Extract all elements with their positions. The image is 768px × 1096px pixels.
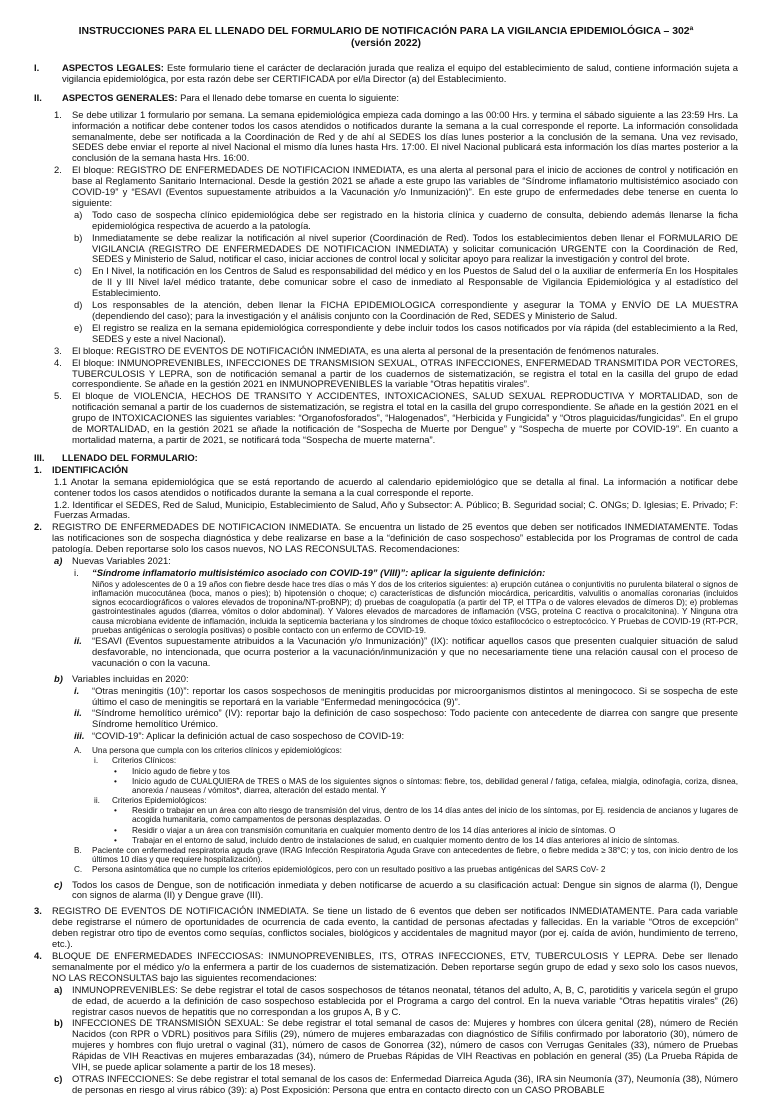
list-item-text: El bloque: REGISTRO DE EVENTOS DE NOTIFICACIÓN INMEDIATA, es una alerta al personal de la presentación de fenómenos naturales. bbox=[72, 344, 659, 356]
general-list bbox=[54, 110, 738, 446]
sub-item-text: Los responsables de la atención, deben llenar la FICHA EPIDEMIOLOGICA correspondiente y asegurar la TOMA y ENVÍO DE LA MUESTRA (dependiendo del caso); para la investigación y el análisis conjunto con la Coordinación de Red, SEDES y Ministerio de Salud. bbox=[92, 299, 738, 321]
sub-item: b) Variables incluidas en 2020: bbox=[54, 674, 738, 685]
sub-item-text: 1.2. Identificar el SEDES, Red de Salud, Municipio, Establecimiento de Salud, Año y Subsector: A. Público; B. Seguridad social; C. ONGs; D. Iglesias; E. Privado; F: Fuerzas Armadas. bbox=[54, 498, 738, 521]
sub-item-text: El registro se realiza en la semana epidemiológica correspondiente y debe incluir todos los casos notificados por vía rápida (del establecimiento a la Red, SEDES y este a nivel Nacional). bbox=[92, 321, 738, 344]
sub-sub-item: iii. “COVID-19”: Aplicar la definición actual de caso sospechoso de COVID-19: bbox=[74, 731, 738, 742]
sub-item-text: Nuevas Variables 2021: bbox=[72, 555, 171, 567]
clinical-criterion: Inicio agudo de fiebre y tos bbox=[132, 766, 230, 776]
list-item: 1. Se debe utilizar 1 formulario por semana. La semana epidemiológica empieza cada domingo a las 00:00 Hrs. y termina el sábado siguiente a las 23:59 Hrs. La información a notificar debe contener todos los casos atendidos o notificados durante la semana a la cual corresponde el reporte. La información consolidada semanalmente, debe ser notificada a la Coordinación de Red y de ahí al SEDES los días lunes posterior a la conclusión de la semana. Una vez revisado, SEDES debe enviar el reporte al nivel Nacional el mismo día lunes hasta Hrs. 17:00. El nivel Nacional publicará esta información los días martes posterior a la conclusión de la semana hasta Hrs. 16:00. bbox=[54, 108, 738, 164]
clinical-criterion: Inicio agudo de CUALQUIERA de TRES o MAS de los siguientes signos o síntomas: fiebre, tos, debilidad general / fatiga, cefalea, mialgia, odinofagia, coriza, disnea, anorexia / nauseas / vómitos*, diarrea, alteración del estado mental. Y bbox=[132, 776, 738, 795]
list-item: 2. El bloque: REGISTRO DE ENFERMEDADES DE NOTIFICACION INMEDIATA, es una alerta al personal para el inicio de acciones de control y notificación en base al Reglamento Sanitario Internacional. Desde la gestión 2021 se añade a este grupo las variables de “Síndrome inflamatorio multisistémico asociado con COVID-19” y “ESAVI (Eventos supuestamente atribuidos a la Vacunación y/o Inmunización)”. En este grupo de enfermedades debe tenerse en cuenta lo siguiente: bbox=[54, 164, 738, 208]
list-item: 1. IDENTIFICACIÓN bbox=[34, 463, 129, 475]
section-legal bbox=[34, 63, 738, 85]
covid-definition: A. Una persona que cumpla con los criterios clínicos y epidemiológicos: i. Criterios Clínicos: • Inicio agudo de fiebre y tos • Inicio agudo de CUALQUIERA de TRES o MAS de los siguientes signos o síntomas: fiebre, tos, debilidad general / fatiga, cefalea, mialgia, odinofagia, coriza, disnea, anorexia / nauseas / vómitos*, diarrea, alteración del estado mental. Y ii. Criterios Epidemiológicos: • Residir o trabajar en un área con alto riesgo de transmisión del virus, dentro de los 14 días antes del inicio de los síntomas, por Ej. residencia de ancianos y lugares de acogida humanitaria, como campamentos de personas desplazadas. O • Residir o viajar a un área con transmisión comunitaria en cualquier momento dentro de los 14 días anteriores al inicio de síntomas. O • Trabajar en el entorno de salud, incluido dentro de instalaciones de salud, en cualquier momento dentro de los 14 días anteriores al inicio de síntomas. B. Paciente con enfermedad respiratoria aguda grave (IRAG Infección Respiratoria Aguda Grave con antecedentes de fiebre, o fiebre medida ≥ 38°C; y tos, con inicio dentro de los últimos 10 días y que requiere hospitalización). C. Persona asintomática que no cumple los criterios epidemiológicos, pero con un resultado positivo a las pruebas antigénicas del SARS CoV- 2 bbox=[74, 746, 738, 875]
section-number: II. bbox=[34, 91, 42, 103]
section-text bbox=[62, 453, 738, 464]
sub-item bbox=[54, 500, 738, 522]
sub-sub-item-text: “COVID-19”: Aplicar la definición actual de caso sospechoso de COVID-19: bbox=[92, 730, 405, 742]
sub-item: c) En I Nivel, la notificación en los Centros de Salud es responsabilidad del médico y en los Puestos de Salud del o la auxiliar de enfermería En los Hospitales de II y III Nivel la/el médico tratante, debe comunicar sobre el caso de inmediato al Responsable de Vigilancia Epidemiológica y al estadístico del Establecimiento. bbox=[74, 265, 738, 299]
list-item-text: REGISTRO DE EVENTOS DE NOTIFICACIÓN INMEDIATA. Se tiene un listado de 6 eventos que deben ser notificados INMEDIATAMENTE. Para cada variable debe registrarse el número de oportunidades de ocurrencia de cada evento, la cantidad de personas afectadas y fallecidas. En la variable “Otros de excepción” deben registrar otro tipo de eventos como sequías, conflictos sociales, biológicos y accidentales de magnitud mayor (por ej. caída de avión, hundimiento de terreno, etc.). bbox=[52, 905, 738, 950]
epidemiological-criteria: Criterios Epidemiológicos: bbox=[112, 796, 207, 806]
sub-item: a) Todo caso de sospecha clínico epidemiológica debe ser registrado en la historia clínica y cuaderno de consulta, debiendo además llenarse la ficha epidemiológica respectiva de acuerdo a la patología. bbox=[74, 208, 738, 231]
list-item: 4. BLOQUE DE ENFERMEDADES INFECCIOSAS: INMUNOPREVENIBLES, ITS, OTRAS INFECCIONES, ETV, TUBERCULOSIS Y LEPRA. Debe ser llenado semanalmente por el médico y/o la enfermera a partir de los cuadernos de sistematización. Deben reportarse según grupo de edad y sexo solo los casos nuevos, NO LAS RECONSULTAS bajo las siguientes recomendaciones: bbox=[34, 950, 738, 983]
sub-sub-item: i. “Otras meningitis (10)”: reportar los casos sospechosos de meningitis producidas por microorganismos distintos al meningococo. Si se sospecha de este último el caso de meningitis se reportará en la variable “Enfermedad meningocócica (9)”. bbox=[74, 684, 738, 707]
sub-item: c) OTRAS INFECCIONES: Se debe registrar el total semanal de los casos de: Enfermedad Diarreica Aguda (36), IRA sin Neumonía (37), Neumonía (38), Número de personas en riesgo al virus rábico (39): a) Post Exposición: Persona que entra en contacto directo con un CASO PROBABLE bbox=[54, 1072, 738, 1095]
sub-item: e) El registro se realiza en la semana epidemiológica correspondiente y debe incluir todos los casos notificados por vía rápida (del establecimiento a la Red, SEDES y este a nivel Nacional). bbox=[74, 321, 738, 344]
definition-body: Niños y adolescentes de 0 a 19 años con fiebre desde hace tres días o más Y dos de los criterios siguientes: a) erupción cutánea o conjuntivitis no purulenta bilateral o signos de inflamación mucocutánea (boca, manos o pies); b) hipotensión o choque; c) características de disfunción miocárdica, pericarditis, valvulitis o anomalías coronarias (incluidos signos ecocardiográficos o valores elevados de troponina/NT-proBNP); d) pruebas de coagulopatía (a partir del TP, el TTPa o de valores elevados de dímeros D); e) problemas gastrointestinales agudos (diarrea, vómitos o dolor abdominal). Y Valores elevados de marcadores de inflamación (VSG, proteína C reactiva o procalcitonina). Y Ninguna otra causa microbiana evidente de inflamación, incluida la septicemia bacteriana y los síndromes de choque tóxico estafilocócico o estreptocócico. Y Pruebas de COVID-19 (RT-PCR, pruebas antigénicas o serología positivas) o posible contacto con un enfermo de COVID-19. bbox=[92, 579, 738, 635]
section-heading: LLENADO DEL FORMULARIO: bbox=[62, 451, 198, 463]
sub-item-text: INMUNOPREVENIBLES: Se debe registrar el total de casos sospechosos de tétanos neonatal, tétanos del adulto, A, B, C, parotiditis y varicela según el grupo de edad, de acuerdo a la definición de caso sospechoso establecida por el Programa a cargo del control. En la nueva variable “Otras hepatitis virales” (26) registrar casos nuevos de hepatitis que no correspondan a los grupos A, B y C. bbox=[72, 983, 738, 1017]
section-heading: ASPECTOS GENERALES: bbox=[62, 91, 178, 103]
list-item-text: Se debe utilizar 1 formulario por semana. La semana epidemiológica empieza cada domingo a las 00:00 Hrs. y termina el sábado siguiente a las 23:59 Hrs. La información a notificar debe contener todos los casos atendidos o notificados durante la semana a la cual corresponde el reporte. La información consolidada semanalmente, debe ser notificada a la Coordinación de Red y de ahí al SEDES los días lunes posterior a la conclusión de la semana. Una vez revisado, SEDES debe enviar el reporte al nivel Nacional el mismo día lunes hasta Hrs. 17:00. El nivel Nacional publicará esta información los días martes posterior a la conclusión de la semana hasta Hrs. 16:00. bbox=[72, 108, 738, 164]
list-item: 4. El bloque: INMUNOPREVENIBLES, INFECCIONES DE TRANSMISION SEXUAL, OTRAS INFECCIONES, ENFERMEDAD TRANSMITIDA POR VECTORES, TUBERCULOSIS Y LEPRA, son de notificación semanal a partir de los cuadernos de sistematización, se registra el total en la casilla del grupo de edad correspondiente. Se añade en la gestión 2021 en INMUNOPREVENIBLES la variable “Otras hepatitis virales”. bbox=[54, 356, 738, 390]
sub-sub-item: i. “Síndrome inflamatorio multisistémico asociado con COVID-19” (VIII)”: aplicar la siguiente definición: bbox=[74, 568, 738, 579]
sub-item: d) Los responsables de la atención, deben llenar la FICHA EPIDEMIOLOGICA correspondiente y asegurar la TOMA y ENVÍO DE LA MUESTRA (dependiendo del caso); para la investigación y el análisis conjunto con la Coordinación de Red, SEDES y Ministerio de Salud. bbox=[74, 299, 738, 321]
covid-criterion-c: Persona asintomática que no cumple los criterios epidemiológicos, pero con un resultado positivo a las pruebas antigénicas del SARS CoV- 2 bbox=[92, 865, 606, 875]
sub-item-text: OTRAS INFECCIONES: Se debe registrar el total semanal de los casos de: Enfermedad Diarreica Aguda (36), IRA sin Neumonía (37), Neumonía (38), Número de personas en riesgo al virus rábico (39): a) Post Exposición: Persona que entra en contacto directo con un CASO PROBABLE bbox=[72, 1072, 738, 1095]
list-item-text: BLOQUE DE ENFERMEDADES INFECCIOSAS: INMUNOPREVENIBLES, ITS, OTRAS INFECCIONES, ETV, TUBERCULOSIS Y LEPRA. Debe ser llenado semanalmente por el médico y/o la enfermera a partir de los cuadernos de sistematización. Deben reportarse según grupo de edad y sexo solo los casos nuevos, NO LAS RECONSULTAS bajo las siguientes recomendaciones: bbox=[52, 950, 738, 983]
sub-item-text: 1.1 Anotar la semana epidemiológica que se está reportando de acuerdo al calendario epidemiológico que se detalla al final. La información a notificar debe contener todos los casos atendidos o notificados durante la semana a la cual corresponde el reporte. bbox=[54, 475, 738, 498]
sub-sub-item-text: “Síndrome inflamatorio multisistémico asociado con COVID-19” (VIII)”: aplicar la siguiente definición: bbox=[92, 566, 546, 578]
sub-item-text: Todos los casos de Dengue, son de notificación inmediata y deben notificarse de acuerdo a su clasificación actual: Dengue sin signos de alarma (I), Dengue con signos de alarma (II) y Dengue grave (III). bbox=[72, 878, 738, 901]
sub-item-text: Inmediatamente se debe realizar la notificación al nivel superior (Coordinación de Red). Todos los establecimientos deben llenar el FORMULARIO DE VIGILANCIA (REGISTRO DE ENFERMEDADES DE NOTIFICACION INMEDIATA) y solicitar comunicación URGENTE con la Coordinación de Red, SEDES y Ministerio de Salud, notificar el caso, iniciar acciones de control local y solicitar apoyo para realizar la investigación y control del brote. bbox=[92, 231, 738, 265]
covid-criterion-b: Paciente con enfermedad respiratoria aguda grave (IRAG Infección Respiratoria Aguda Grave con antecedentes de fiebre, o fiebre medida ≥ 38°C; y tos, con inicio dentro de los últimos 10 días y que requiere hospitalización). bbox=[92, 846, 738, 865]
epidemiological-criterion: Residir o viajar a un área con transmisión comunitaria en cualquier momento dentro de los 14 días anteriores al inicio de síntomas. O bbox=[132, 825, 616, 835]
sub-sub-item-text: “Otras meningitis (10)”: reportar los casos sospechosos de meningitis producidas por microorganismos distintos al meningococo. Si se sospecha de este último el caso de meningitis se reportará en la variable “Enfermedad meningocócica (9)”. bbox=[92, 684, 738, 707]
sub-item: a) Nuevas Variables 2021: bbox=[54, 556, 738, 567]
list-item: 3. El bloque: REGISTRO DE EVENTOS DE NOTIFICACIÓN INMEDIATA, es una alerta al personal de la presentación de fenómenos naturales. bbox=[54, 346, 738, 357]
list-item-text: El bloque: INMUNOPREVENIBLES, INFECCIONES DE TRANSMISION SEXUAL, OTRAS INFECCIONES, ENFERMEDAD TRANSMITIDA POR VECTORES, TUBERCULOSIS Y LEPRA, son de notificación semanal a partir de los cuadernos de sistematización, se registra el total en la casilla del grupo de edad correspondiente. Se añade en la gestión 2021 en INMUNOPREVENIBLES la variable “Otras hepatitis virales”. bbox=[72, 356, 738, 390]
document-title bbox=[34, 26, 738, 51]
list-item-text: REGISTRO DE ENFERMEDADES DE NOTIFICACION INMEDIATA. Se encuentra un listado de 25 eventos que deben ser notificados INMEDIATAMENTE. Todas las notificaciones son de sospecha diagnóstica y debe realizarse en base a la “definición de caso sospechoso” establecida por los Programas de control de cada patología. Deben reportarse solo los casos nuevos, NO LAS RECONSULTAS. Recomendaciones: bbox=[52, 521, 738, 555]
section-number: I. bbox=[34, 61, 40, 73]
sub-item-text: Todo caso de sospecha clínico epidemiológica debe ser registrado en la historia clínica y cuaderno de consulta, debiendo además llenarse la ficha epidemiológica respectiva de acuerdo a la patología. bbox=[92, 208, 738, 231]
list-item: 3. REGISTRO DE EVENTOS DE NOTIFICACIÓN INMEDIATA. Se tiene un listado de 6 eventos que deben ser notificados INMEDIATAMENTE. Para cada variable debe registrarse el número de oportunidades de ocurrencia de cada evento, la cantidad de personas afectadas y fallecidas. En la variable “Otros de excepción” deben registrar otro tipo de eventos como sequías, conflictos sociales, biológicos y accidentales de magnitud mayor (por ej. caída de avión, hundimiento de terreno, etc.). bbox=[34, 905, 738, 950]
epidemiological-criterion: Trabajar en el entorno de salud, incluido dentro de instalaciones de salud, en cualquier momento dentro de los 14 días anteriores al inicio de síntomas. bbox=[132, 835, 680, 845]
title-line-1: INSTRUCCIONES PARA EL LLENADO DEL FORMULARIO DE NOTIFICACIÓN PARA LA VIGILANCIA EPIDEMIOLÓGICA – 302ª bbox=[78, 26, 694, 37]
clinical-criteria: Criterios Clínicos: bbox=[112, 756, 177, 766]
sub-sub-item-text: “Síndrome hemolítico urémico” (IV): reportar bajo la definición de caso sospechoso: Todo paciente con antecedente de diarrea con sangre que presente Síndrome hemolítico Urémico. bbox=[92, 707, 738, 730]
section-text bbox=[62, 63, 738, 85]
sub-sub-item: ii. “ESAVI (Eventos supuestamente atribuidos a la Vacunación y/o Inmunización)” (IX): notificar aquellos casos que presenten cualquier situación de salud desfavorable, no intencionada, que ocurra posterior a la vacunación/inmunización y que no necesariamente tiene una relación causal con el proceso de vacunación o con la vacuna. bbox=[74, 634, 738, 668]
covid-criterion-a: Una persona que cumpla con los criterios clínicos y epidemiológicos: bbox=[92, 746, 342, 756]
section-number: III. bbox=[34, 451, 45, 463]
list-item-text: El bloque: REGISTRO DE ENFERMEDADES DE NOTIFICACION INMEDIATA, es una alerta al personal para el inicio de acciones de control y notificación en base al Reglamento Sanitario Internacional. Desde la gestión 2021 se añade a este grupo las variables de “Síndrome inflamatorio multisistémico asociado con COVID-19” y “ESAVI (Eventos supuestamente atribuidos a la Vacunación y/o Inmunización)”. En este grupo de enfermedades debe tenerse en cuenta lo siguiente: bbox=[72, 164, 738, 208]
sub-item-text: INFECCIONES DE TRANSMISIÓN SEXUAL: Se debe registrar el total semanal de casos de: Mujeres y hombres con úlcera genital (28), número de Recién Nacidos (con RPR o VDRL) positivos para Sífilis (29), número de mujeres embarazadas con diagnóstico de Sífilis confirmado por laboratorio (30), número de mujeres y hombres con flujo uretral o vaginal (31), número de casos de Gonorrea (32), número de casos con Verrugas Genitales (33), número de Pruebas Rápidas de VIH Reactivas en mujeres embarazadas (34), número de Pruebas Rápidas de VIH Reactivas en población en general (35) (La Prueba Rápida de VIH, se puede aplicar solamente a partir de los 18 meses). bbox=[72, 1017, 738, 1073]
list-item: 2. REGISTRO DE ENFERMEDADES DE NOTIFICACION INMEDIATA. Se encuentra un listado de 25 eventos que deben ser notificados INMEDIATAMENTE. Todas las notificaciones son de sospecha diagnóstica y debe realizarse en base a la “definición de caso sospechoso” establecida por los Programas de control de cada patología. Deben reportarse solo los casos nuevos, NO LAS RECONSULTAS. Recomendaciones: bbox=[34, 521, 738, 555]
title-line-2: (versión 2022) bbox=[351, 38, 421, 50]
sub-item: b) INFECCIONES DE TRANSMISIÓN SEXUAL: Se debe registrar el total semanal de casos de: Mujeres y hombres con úlcera genital (28), número de Recién Nacidos (con RPR o VDRL) positivos para Sífilis (29), número de mujeres embarazadas con diagnóstico de Sífilis confirmado por laboratorio (30), número de mujeres y hombres con flujo uretral o vaginal (31), número de casos de Gonorrea (32), número de casos con Verrugas Genitales (33), número de Pruebas Rápidas de VIH Reactivas en mujeres embarazadas (34), número de Pruebas Rápidas de VIH Reactivas en población en general (35) (La Prueba Rápida de VIH, se puede aplicar solamente a partir de los 18 meses). bbox=[54, 1017, 738, 1073]
section-body: Para el llenado debe tomarse en cuenta lo siguiente: bbox=[177, 91, 399, 103]
sub-sub-item-text: “ESAVI (Eventos supuestamente atribuidos a la Vacunación y/o Inmunización)” (IX): notificar aquellos casos que presenten cualquier situación de salud desfavorable, no intencionada, que ocurra posterior a la vacunación/inmunización y que no necesariamente tiene una relación causal con el proceso de vacunación o con la vacuna. bbox=[92, 634, 738, 668]
list-item-text: El bloque de VIOLENCIA, HECHOS DE TRANSITO Y ACCIDENTES, INTOXICACIONES, SALUD SEXUAL REPRODUCTIVA Y MORTALIDAD, son de notificación semanal a partir de los cuadernos de sistematización, se registra el total en la casilla del grupo correspondiente. Se añade en la gestión 2021 en el grupo de INTOXICACIONES las siguientes variables: “Organofosforados”, “Halogenados”, “Herbicida y Fungicida” y “Otros plaguicidas/fungicidas”. En el grupo de MORTALIDAD, en la gestión 2021 se añade la notificación de “Sospecha de Muerte por Dengue” y “Sospecha de muerte por COVID-19”. En cuanto a mortalidad materna, a partir de 2021, se notificará toda “Sospecha de muerte materna”. bbox=[72, 390, 738, 445]
section-heading: ASPECTOS LEGALES: bbox=[62, 61, 164, 73]
epidemiological-criterion: Residir o trabajar en un área con alto riesgo de transmisión del virus, dentro de los 14 días antes del inicio de los síntomas, por Ej. residencia de ancianos y lugares de acogida humanitaria, como campamentos de personas desplazadas. O bbox=[132, 806, 738, 825]
sub-item-text: Variables incluidas en 2020: bbox=[72, 672, 189, 684]
section-body: Este formulario tiene el carácter de declaración jurada que realiza el equipo del establecimiento de salud, contiene información sujeta a vigilancia epidemiológica, por esta razón debe ser CERTIFICADA por el/la Director (a) del Establecimiento. bbox=[62, 61, 738, 84]
section-general bbox=[34, 93, 738, 104]
sub-item: c) Todos los casos de Dengue, son de notificación inmediata y deben notificarse de acuerdo a su clasificación actual: Dengue sin signos de alarma (I), Dengue con signos de alarma (II) y Dengue grave (III). bbox=[54, 878, 738, 901]
section-filling bbox=[34, 453, 738, 464]
definition-text bbox=[92, 580, 738, 635]
sub-sub-item: ii. “Síndrome hemolítico urémico” (IV): reportar bajo la definición de caso sospechoso: Todo paciente con antecedente de diarrea con sangre que presente Síndrome hemolítico Urémico. bbox=[74, 707, 738, 730]
list-item-heading: IDENTIFICACIÓN bbox=[52, 463, 129, 475]
filling-list bbox=[34, 465, 738, 1096]
sub-item-text: En I Nivel, la notificación en los Centros de Salud es responsabilidad del médico y en los Puestos de Salud del o la auxiliar de enfermería En los Hospitales de II y III Nivel la/el médico tratante, debe comunicar sobre el caso de inmediato al Responsable de Vigilancia Epidemiológica y al estadístico del Establecimiento. bbox=[92, 265, 738, 299]
sub-item bbox=[54, 477, 738, 499]
sub-item: b) Inmediatamente se debe realizar la notificación al nivel superior (Coordinación de Red). Todos los establecimientos deben llenar el FORMULARIO DE VIGILANCIA (REGISTRO DE ENFERMEDADES DE NOTIFICACION INMEDIATA) y solicitar comunicación URGENTE con la Coordinación de Red, SEDES y Ministerio de Salud, notificar el caso, iniciar acciones de control local y solicitar apoyo para realizar la investigación y control del brote. bbox=[74, 231, 738, 265]
sub-item: a) INMUNOPREVENIBLES: Se debe registrar el total de casos sospechosos de tétanos neonatal, tétanos del adulto, A, B, C, parotiditis y varicela según el grupo de edad, de acuerdo a la definición de caso sospechoso establecida por el Programa a cargo del control. En la nueva variable “Otras hepatitis virales” (26) registrar casos nuevos de hepatitis que no correspondan a los grupos A, B y C. bbox=[54, 983, 738, 1017]
list-item: 5. El bloque de VIOLENCIA, HECHOS DE TRANSITO Y ACCIDENTES, INTOXICACIONES, SALUD SEXUAL REPRODUCTIVA Y MORTALIDAD, son de notificación semanal a partir de los cuadernos de sistematización, se registra el total en la casilla del grupo correspondiente. Se añade en la gestión 2021 en el grupo de INTOXICACIONES las siguientes variables: “Organofosforados”, “Halogenados”, “Herbicida y Fungicida” y “Otros plaguicidas/fungicidas”. En el grupo de MORTALIDAD, en la gestión 2021 se añade la notificación de “Sospecha de Muerte por Dengue” y “Sospecha de muerte por COVID-19”. En cuanto a mortalidad materna, a partir de 2021, se notificará toda “Sospecha de muerte materna”. bbox=[54, 390, 738, 445]
section-text bbox=[62, 93, 738, 104]
